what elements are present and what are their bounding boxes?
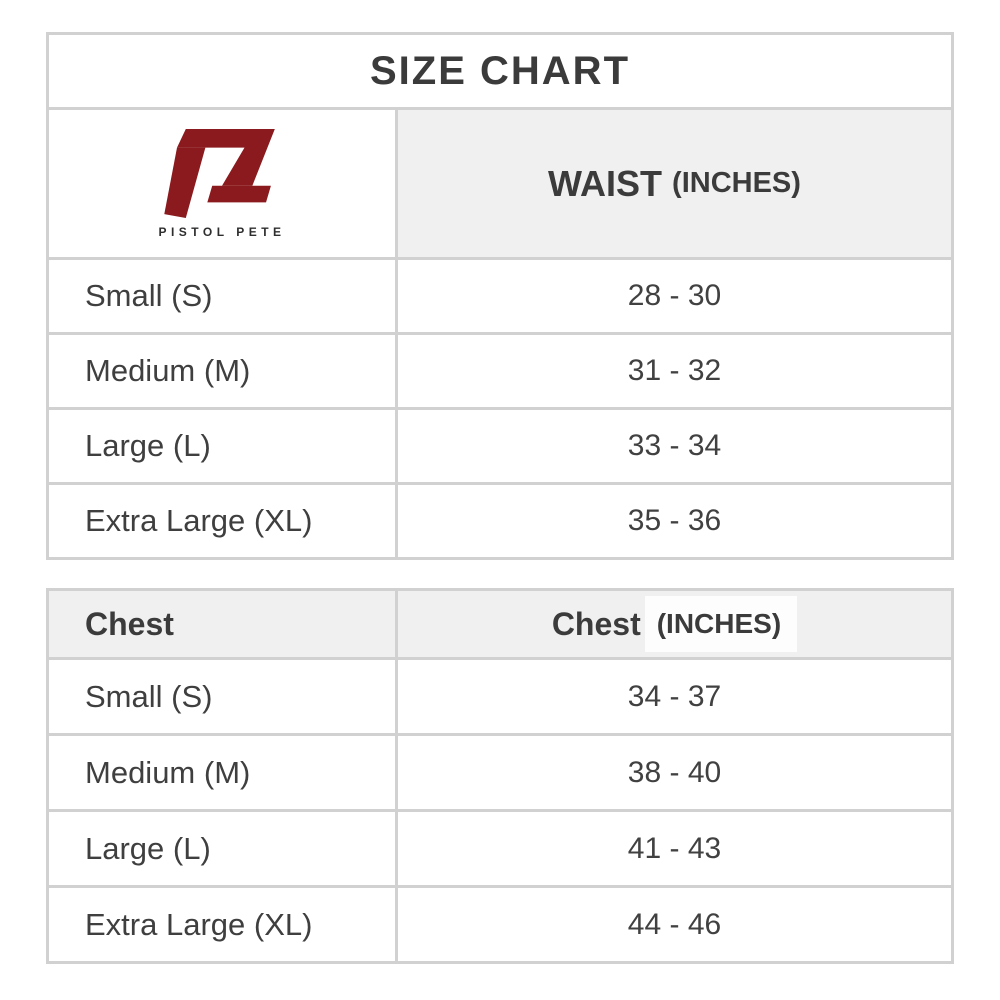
waist-header-unit: (INCHES) [672,167,801,199]
table-row [49,809,951,885]
size-label: Large (L) [49,410,398,482]
table-row [49,482,951,557]
size-range-value: 41 - 43 [398,812,951,885]
table-row [49,257,951,332]
page-title: SIZE CHART [370,48,630,93]
size-label: Medium (M) [49,736,398,809]
size-range-value: 34 - 37 [398,660,951,733]
chest-size-table [46,588,954,964]
size-label: Extra Large (XL) [49,485,398,557]
size-range-value: 28 - 30 [398,260,951,332]
size-range-value: 44 - 46 [398,888,951,961]
waist-column-header [398,110,951,257]
waist-header-row [49,110,951,257]
chest-header-title: Chest [551,605,641,642]
chest-header-label: Chest [49,591,398,657]
brand-logo [158,129,285,239]
chest-header-unit: (INCHES) [645,596,797,652]
table-row [49,407,951,482]
size-range-value: 31 - 32 [398,335,951,407]
size-chart-page [46,32,954,964]
size-range-value: 33 - 34 [398,410,951,482]
table-row [49,733,951,809]
brand-logo-cell [49,110,398,257]
size-label: Medium (M) [49,335,398,407]
size-label: Extra Large (XL) [49,888,398,961]
size-label: Large (L) [49,812,398,885]
table-row [49,332,951,407]
size-chart-title-row [49,35,951,110]
size-range-value: 38 - 40 [398,736,951,809]
size-range-value: 35 - 36 [398,485,951,557]
brand-name: PISTOL PETE [158,224,286,239]
pistol-pete-logo-icon [163,129,281,219]
chest-header-row [49,591,951,657]
waist-header-label: WAIST [548,162,663,204]
chest-column-header [398,591,951,657]
size-label: Small (S) [49,660,398,733]
waist-size-table [46,32,954,560]
table-row [49,885,951,961]
size-label: Small (S) [49,260,398,332]
table-row [49,657,951,733]
